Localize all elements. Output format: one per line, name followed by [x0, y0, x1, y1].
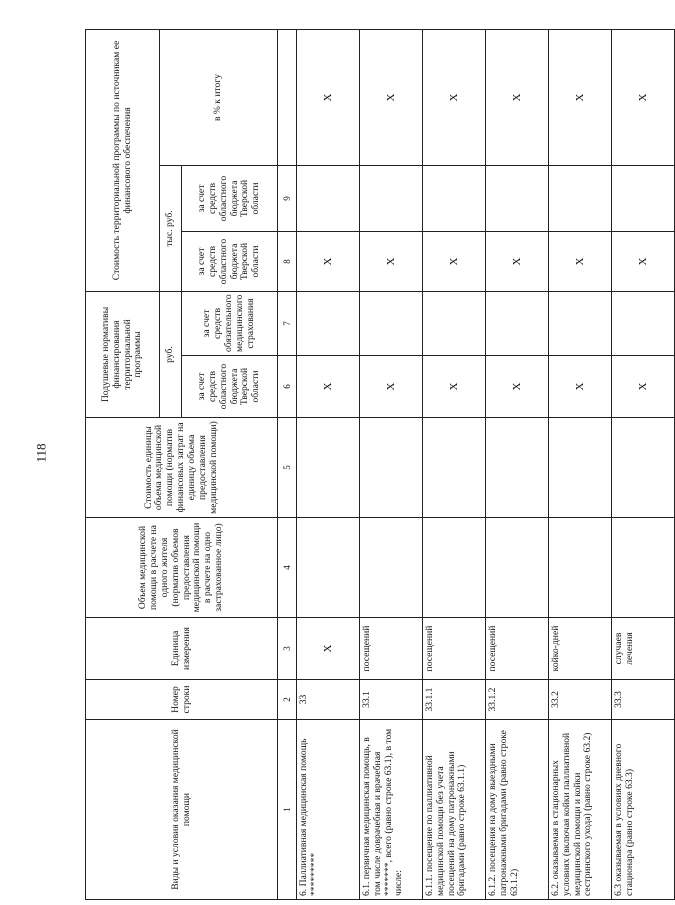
- table-row: [612, 29, 675, 899]
- row-name: 6.1. первичная медицинская помощь, в том числе доврачебная и врачебная *******, всего (равно строке 63.1), в том числе:: [360, 720, 423, 900]
- cell-empty: [297, 166, 360, 232]
- colnum-empty: [278, 29, 297, 165]
- header-kind: Виды и условия оказания медицинской помощи: [86, 720, 278, 900]
- table-row: [486, 29, 549, 899]
- cell-empty: [486, 518, 549, 618]
- cell-empty: [612, 166, 675, 232]
- table-row: [297, 29, 360, 899]
- cell-empty: [360, 166, 423, 232]
- colnum: 6: [278, 356, 297, 418]
- row-number: 33.1: [360, 680, 423, 720]
- table-row: [360, 29, 423, 899]
- cell-x: Х: [360, 356, 423, 418]
- colnum: 9: [278, 166, 297, 232]
- table-row: [423, 29, 486, 899]
- row-name: 6.1.1. посещение по паллиативной медицинской помощи без учета посещений на дому патронажными бригадами (равно строке 63.1.1): [423, 720, 486, 900]
- row-number: 33.3: [612, 680, 675, 720]
- header-cost-regional-budget-2: за счет средств областного бюджета Тверской области: [182, 166, 278, 232]
- row-unit: Х: [297, 618, 360, 680]
- cell-empty: [423, 292, 486, 356]
- cell-empty: [423, 418, 486, 518]
- header-rub: руб.: [160, 292, 182, 418]
- landscape-table-wrapper: [85, 30, 649, 900]
- cell-x: Х: [612, 29, 675, 165]
- cell-empty: [297, 292, 360, 356]
- budget-table: [85, 29, 675, 900]
- row-number: 33.1.1: [423, 680, 486, 720]
- row-unit: случаев лечения: [612, 618, 675, 680]
- cell-x: Х: [549, 356, 612, 418]
- row-name: 6.2. оказываемая в стационарных условиях (включая койки паллиативной медицинской помощи и койки сестринского ухода) (равно строке 63.2): [549, 720, 612, 900]
- cell-x: Х: [612, 232, 675, 292]
- header-per-capita-group: Подушевые нормативы финансирования территориальной программы: [86, 292, 160, 418]
- row-unit: посещений: [486, 618, 549, 680]
- cell-x: Х: [423, 232, 486, 292]
- header-unit-cost: Стоимость единицы объема медицинской помощи (норматив финансовых затрат на единицу объема предоставления медицинской помощи): [86, 418, 278, 518]
- header-cost-regional-budget: за счет средств областного бюджета Тверской области: [182, 232, 278, 292]
- row-name: 6. Паллиативная медицинская помощь *********: [297, 720, 360, 900]
- cell-empty: [297, 518, 360, 618]
- cell-x: Х: [486, 232, 549, 292]
- row-unit: койко-дней: [549, 618, 612, 680]
- row-unit: посещений: [360, 618, 423, 680]
- table-row: [549, 29, 612, 899]
- cell-x: Х: [360, 232, 423, 292]
- cell-x: Х: [297, 29, 360, 165]
- cell-empty: [486, 418, 549, 518]
- cell-x: Х: [612, 356, 675, 418]
- cell-empty: [612, 518, 675, 618]
- cell-empty: [486, 292, 549, 356]
- row-unit: посещений: [423, 618, 486, 680]
- header-program-cost-group: Стоимость территориальной программы по источникам ее финансового обеспечения: [86, 29, 160, 291]
- cell-x: Х: [486, 29, 549, 165]
- cell-empty: [549, 418, 612, 518]
- cell-x: Х: [423, 29, 486, 165]
- colnum: 5: [278, 418, 297, 518]
- cell-empty: [612, 292, 675, 356]
- cell-x: Х: [297, 356, 360, 418]
- header-unit: Единица измерения: [86, 618, 278, 680]
- cell-empty: [549, 292, 612, 356]
- page-number-text: 118: [34, 442, 49, 463]
- cell-empty: [486, 166, 549, 232]
- header-row-number: Номер строки: [86, 680, 278, 720]
- colnum: 8: [278, 232, 297, 292]
- cell-x: Х: [486, 356, 549, 418]
- cell-empty: [360, 292, 423, 356]
- cell-empty: [423, 166, 486, 232]
- cell-x: Х: [423, 356, 486, 418]
- cell-empty: [612, 418, 675, 518]
- colnum: 7: [278, 292, 297, 356]
- row-number: 33: [297, 680, 360, 720]
- cell-x: Х: [549, 29, 612, 165]
- row-name: 6.1.2. посещения на дому выездными патронажными бригадами (равно строке 63.1.2): [486, 720, 549, 900]
- page-number: [35, 0, 49, 905]
- cell-empty: [297, 418, 360, 518]
- cell-empty: [360, 418, 423, 518]
- cell-empty: [360, 518, 423, 618]
- row-number: 33.1.2: [486, 680, 549, 720]
- cell-x: Х: [297, 232, 360, 292]
- cell-x: Х: [360, 29, 423, 165]
- header-thousand-rub: тыс. руб.: [160, 166, 182, 292]
- header-regional-budget: за счет средств областного бюджета Тверской области: [182, 356, 278, 418]
- colnum: 3: [278, 618, 297, 680]
- cell-empty: [423, 518, 486, 618]
- colnum: 1: [278, 720, 297, 900]
- row-number: 33.2: [549, 680, 612, 720]
- colnum: 2: [278, 680, 297, 720]
- cell-x: Х: [549, 232, 612, 292]
- cell-empty: [549, 166, 612, 232]
- cell-empty: [549, 518, 612, 618]
- header-oms: за счет средств обязательного медицинского страхования: [182, 292, 278, 356]
- column-number-row: [278, 29, 297, 899]
- rotated-sheet: [85, 30, 649, 900]
- header-percent: в % к итогу: [160, 29, 278, 165]
- colnum: 4: [278, 518, 297, 618]
- header-volume: Объем медицинской помощи в расчете на одного жителя (норматив объемов предоставления медицинской помощи в расчете на одно застрахованное лицо): [86, 518, 278, 618]
- row-name: 6.3 оказываемая в условиях дневного стационара (равно строке 63.3): [612, 720, 675, 900]
